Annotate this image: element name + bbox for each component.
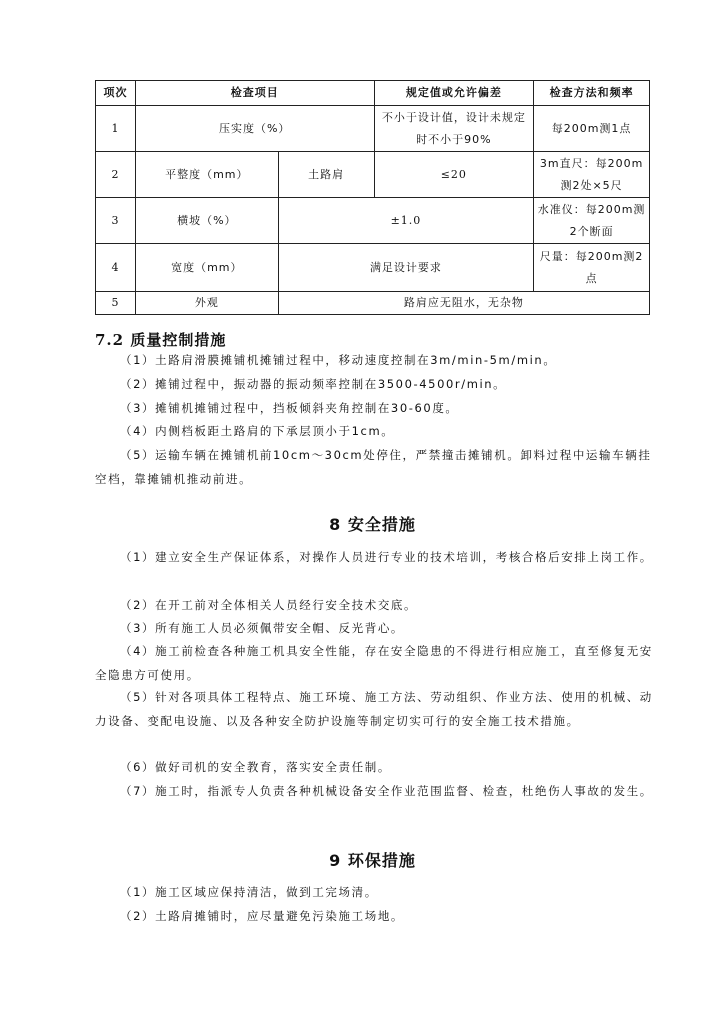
row-no: 4 xyxy=(96,244,136,292)
table-row xyxy=(96,106,650,152)
paragraph: （2）摊铺过程中，振动器的振动频率控制在3500-4500r/min。 xyxy=(120,377,507,391)
row-method: 每200m测1点 xyxy=(534,106,650,152)
paragraph: （1）土路肩滑膜摊铺机摊铺过程中，移动速度控制在3m/min-5m/min。 xyxy=(120,353,557,367)
paragraph: （6）做好司机的安全教育，落实安全责任制。 xyxy=(120,760,391,774)
row-method: 尺量：每200m测2点 xyxy=(534,244,650,292)
header-item: 检查项目 xyxy=(135,81,374,106)
row-item: 外观 xyxy=(135,292,278,315)
row-value: 不小于设计值，设计未规定时不小于90% xyxy=(374,106,534,152)
paragraph: （7）施工时，指派专人负责各种机械设备安全作业范围监督、检查，杜绝伤人事故的发生。 xyxy=(120,784,653,798)
paragraph: （4）内侧档板距土路肩的下承层顶小于1cm。 xyxy=(120,424,395,438)
row-no: 5 xyxy=(96,292,136,315)
section-title: 质量控制措施 xyxy=(130,331,227,349)
row-value: 满足设计要求 xyxy=(278,244,533,292)
row-item: 平整度（mm） xyxy=(135,152,278,198)
header-value: 规定值或允许偏差 xyxy=(374,81,534,106)
row-item: 宽度（mm） xyxy=(135,244,278,292)
paragraph: （1）建立安全生产保证体系，对操作人员进行专业的技术培训，考核合格后安排上岗工作。 xyxy=(120,550,653,564)
paragraph: （3）所有施工人员必须佩带安全帽、反光背心。 xyxy=(120,621,405,635)
table-row xyxy=(96,292,650,315)
row-no: 1 xyxy=(96,106,136,152)
row-method: 水准仪：每200m测2个断面 xyxy=(534,198,650,244)
table-row xyxy=(96,152,650,198)
section-number: 7.2 xyxy=(95,331,125,349)
header-no: 项次 xyxy=(96,81,136,106)
inspection-table xyxy=(95,80,650,315)
row-subitem: 土路肩 xyxy=(278,152,374,198)
paragraph: （4）施工前检查各种施工机具安全性能，存在安全隐患的不得进行相应施工，直至修复无安全隐患方可使用。 xyxy=(95,644,653,682)
row-value: ≤20 xyxy=(374,152,534,198)
paragraph: （2）土路肩摊铺时，应尽量避免污染施工场地。 xyxy=(120,909,405,923)
row-item: 横坡（%） xyxy=(135,198,278,244)
paragraph: （2）在开工前对全体相关人员经行安全技术交底。 xyxy=(120,598,418,612)
paragraph: （5）针对各项具体工程特点、施工环境、施工方法、劳动组织、作业方法、使用的机械、动力设备、变配电设施、以及各种安全防护设施等制定切实可行的安全施工技术措施。 xyxy=(95,690,653,728)
paragraph: （3）摊铺机摊铺过程中，挡板倾斜夹角控制在30-60度。 xyxy=(120,401,459,415)
table-row xyxy=(96,244,650,292)
header-method: 检查方法和频率 xyxy=(534,81,650,106)
row-value: 路肩应无阻水，无杂物 xyxy=(278,292,649,315)
row-item: 压实度（%） xyxy=(135,106,374,152)
table-row xyxy=(96,198,650,244)
row-no: 3 xyxy=(96,198,136,244)
row-no: 2 xyxy=(96,152,136,198)
row-value: ±1.0 xyxy=(278,198,533,244)
paragraph: （1）施工区域应保持清洁，做到工完场清。 xyxy=(120,885,378,899)
row-method: 3m直尺：每200m测2处×5尺 xyxy=(534,152,650,198)
paragraph: （5）运输车辆在摊铺机前10cm～30cm处停住，严禁撞击摊铺机。卸料过程中运输车辆挂空档，靠摊铺机推动前进。 xyxy=(95,448,652,486)
section-8-heading: 8 安全措施 xyxy=(329,515,416,534)
section-7-2-heading xyxy=(95,329,226,350)
section-9-heading: 9 环保措施 xyxy=(329,851,416,870)
table-header-row xyxy=(96,81,650,106)
